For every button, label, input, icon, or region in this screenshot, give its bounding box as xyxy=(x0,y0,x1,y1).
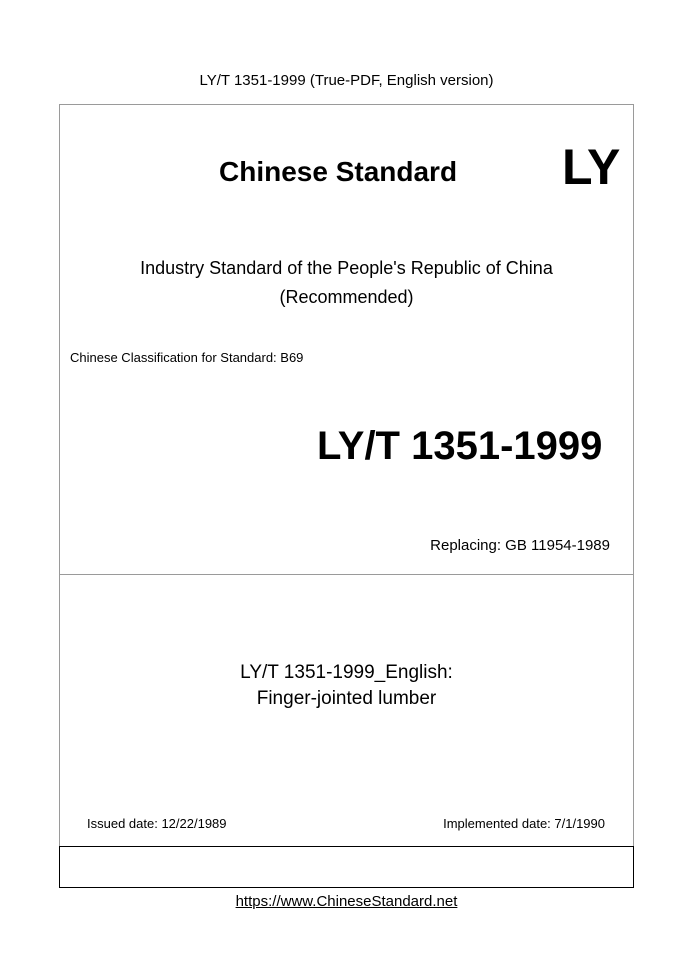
subtitle-line-1: Industry Standard of the People's Republic of China xyxy=(140,258,553,278)
document-title-line-1: LY/T 1351-1999_English: xyxy=(240,662,453,683)
document-title-line-2: Finger-jointed lumber xyxy=(256,688,437,709)
implemented-date: Implemented date: 7/1/1990 xyxy=(443,816,605,831)
issued-date: Issued date: 12/22/1989 xyxy=(87,816,227,831)
standard-code: LY/T 1351-1999 xyxy=(317,424,603,468)
document-frame xyxy=(59,574,634,846)
standard-mark: LY xyxy=(562,139,620,195)
cover-title: Chinese Standard xyxy=(219,156,458,187)
subtitle-line-2: (Recommended) xyxy=(279,287,414,307)
classification-text: Chinese Classification for Standard: B69 xyxy=(70,350,304,365)
page-header: LY/T 1351-1999 (True-PDF, English version) xyxy=(199,72,494,89)
footer-url-wrap xyxy=(0,893,693,910)
replacing-text: Replacing: GB 11954-1989 xyxy=(430,537,610,554)
website-link[interactable]: https://www.ChineseStandard.net xyxy=(235,893,458,910)
footer-box xyxy=(59,846,634,888)
